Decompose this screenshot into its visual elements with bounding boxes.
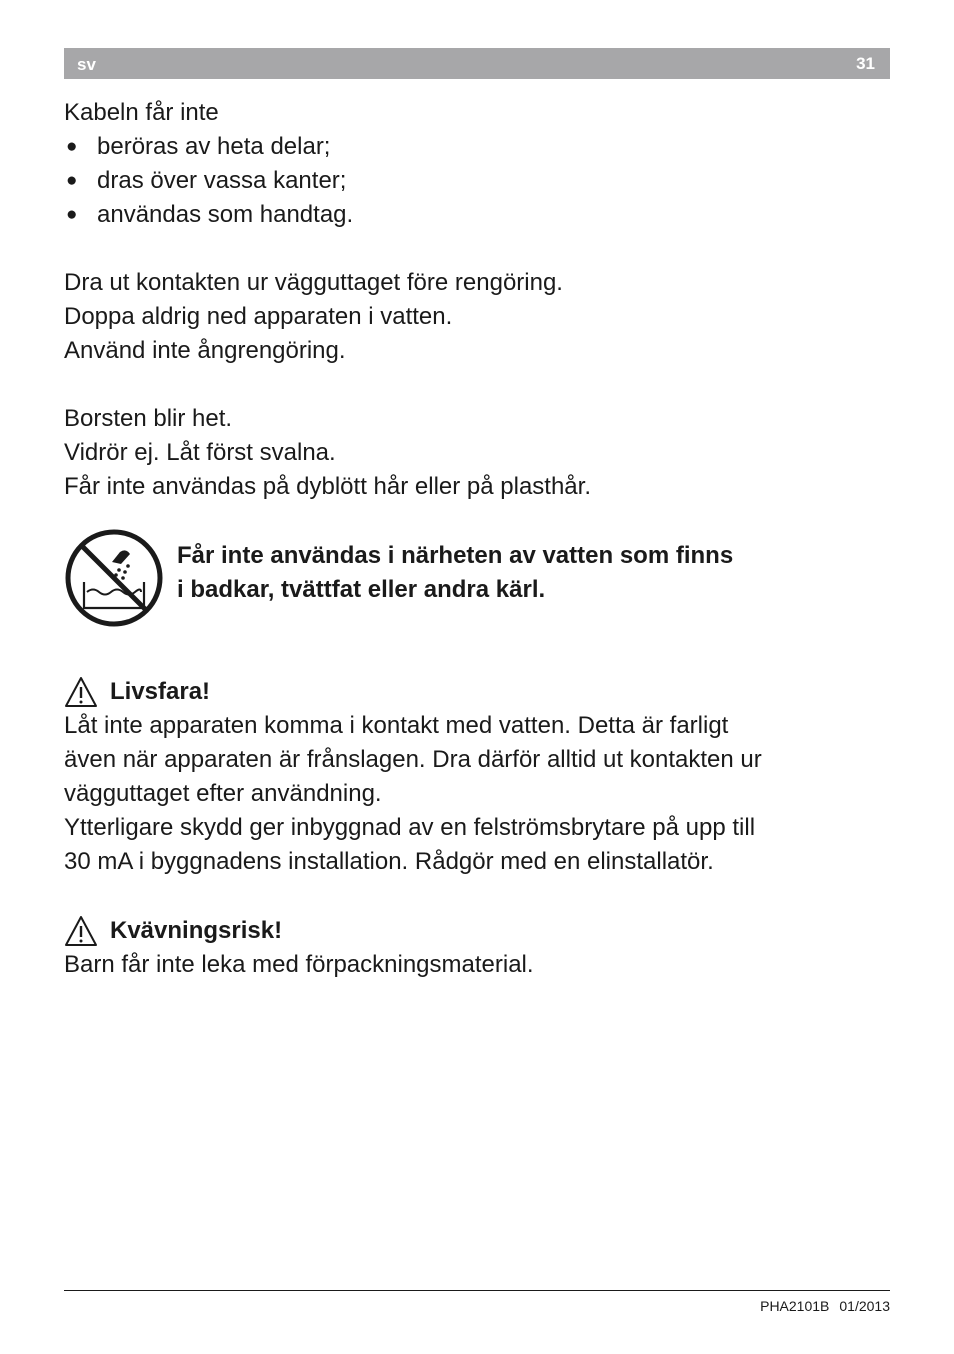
bullet-icon: ● [66,136,78,157]
suffocation-title: Kvävningsrisk! [110,917,283,944]
cable-section [64,96,353,232]
paragraph-line: Borsten blir het. [64,405,233,432]
list-item: ● beröras av heta delar; [64,130,353,164]
paragraph-line: Dra ut kontakten ur vägguttaget före rengöring. [64,269,563,296]
paragraph-line: 30 mA i byggnadens installation. Rådgör med en elinstallatör. [64,848,714,875]
list-item: ● användas som handtag. [64,198,353,232]
suffocation-section [64,914,534,982]
model-number: PHA2101B [760,1298,830,1314]
paragraph-line: Barn får inte leka med förpackningsmaterial. [64,951,534,978]
paragraph-line: Använd inte ångrengöring. [64,337,346,364]
paragraph-line: även när apparaten är frånslagen. Dra därför alltid ut kontakten ur [64,746,762,773]
paragraph-line: Får inte användas i närheten av vatten som finns [177,542,734,569]
bullet-icon: ● [66,170,78,191]
cable-intro: Kabeln får inte [64,99,219,126]
suffocation-title-row [64,914,534,948]
paragraph-line: Doppa aldrig ned apparaten i vatten. [64,303,453,330]
danger-title-row [64,675,762,709]
water-warning-text [177,539,733,607]
warning-triangle-icon [64,915,98,947]
danger-of-death-section [64,675,762,879]
paragraph-line: Ytterligare skydd ger inbyggnad av en felströmsbrytare på upp till [64,814,756,841]
footer [760,1298,890,1314]
footer-divider [64,1290,890,1291]
page-number: 31 [856,54,875,73]
no-water-use-icon [64,528,164,628]
paragraph-line: Får inte användas på dyblött hår eller på plasthår. [64,473,591,500]
paragraph-line: vägguttaget efter användning. [64,780,382,807]
header-bar [64,48,890,79]
cable-list [64,130,353,232]
language-code: sv [77,55,96,74]
paragraph-line: Låt inte apparaten komma i kontakt med vatten. Detta är farligt [64,712,729,739]
paragraph-line: i badkar, tvättfat eller andra kärl. [177,576,546,603]
bullet-icon: ● [66,204,78,225]
cleaning-section [64,266,563,368]
warning-triangle-icon [64,676,98,708]
danger-title: Livsfara! [110,678,211,705]
brush-section [64,402,591,504]
footer-date: 01/2013 [839,1298,890,1314]
list-item: ● dras över vassa kanter; [64,164,353,198]
water-warning [64,527,890,629]
paragraph-line: Vidrör ej. Låt först svalna. [64,439,336,466]
